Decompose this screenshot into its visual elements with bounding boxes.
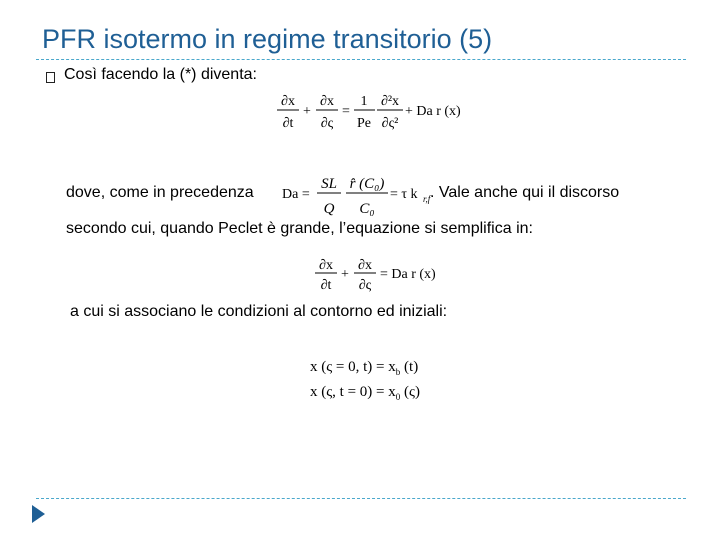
eq1-plus: + — [303, 104, 311, 119]
eq3-frac1-den: ∂t — [320, 278, 332, 293]
eq2-rhs: = τ k — [390, 187, 418, 202]
eq1-equals: = — [342, 104, 350, 119]
eq1-frac1-num: ∂x — [281, 94, 295, 109]
hollow-square-bullet-icon — [46, 72, 55, 83]
eq4-line2-subscript: 0 — [395, 392, 401, 402]
equation-pde-dispersion-svg — [276, 88, 466, 136]
eq1-frac3-num: 1 — [360, 94, 368, 109]
eq4-line1-subscript: b — [395, 367, 401, 377]
eq1-frac2-num: ∂x — [320, 94, 334, 109]
eq3-frac2-den: ∂ς — [358, 278, 372, 293]
eq3-tail: = Da r (x) — [380, 267, 436, 282]
eq4-line1-tail: (t) — [400, 359, 419, 375]
eq4-line2-tail: (ς) — [400, 384, 420, 400]
title-divider — [36, 59, 686, 60]
eq1-frac3-den: Pe — [357, 116, 371, 131]
eq2-frac1-num: SL — [321, 176, 337, 192]
eq1-frac4-num: ∂²x — [380, 94, 400, 109]
text-a-cui: a cui si associano le condizioni al contorno ed iniziali: — [70, 303, 448, 320]
equation-damkohler-svg — [282, 170, 432, 220]
eq3-plus: + — [341, 267, 349, 282]
text-secondo-cui: secondo cui, quando Peclet è grande, l’equazione si semplifica in: — [66, 220, 533, 237]
text-dove-suffix: . Vale anche qui il discorso — [430, 184, 620, 201]
eq2-frac2-num: r̂ (C₀) — [349, 176, 385, 192]
eq2-lhs: Da = — [282, 187, 310, 202]
slide-title: PFR isotermo in regime transitorio (5) — [42, 24, 493, 54]
eq1-frac1-den: ∂t — [282, 116, 294, 131]
footer-divider — [36, 498, 686, 499]
equation-damkohler — [282, 170, 432, 225]
right-triangle-nav-icon[interactable] — [32, 505, 45, 523]
eq1-frac4-den: ∂ς² — [381, 116, 399, 131]
equation-simplified — [314, 254, 444, 299]
equation-simplified-svg — [314, 254, 444, 294]
equation-pde-dispersion — [276, 88, 466, 141]
eq4-line1 — [310, 359, 418, 377]
eq4-line1-main: x (ς = 0, t) = x — [310, 359, 396, 375]
bullet-text: Così facendo la (*) diventa: — [64, 66, 257, 83]
eq3-frac2-num: ∂x — [358, 258, 372, 273]
equation-boundary-conditions — [310, 354, 450, 411]
eq4-line2 — [310, 384, 420, 402]
equation-boundary-conditions-svg — [310, 354, 450, 406]
eq2-rhs-subscript: r,f — [423, 194, 431, 204]
eq2-frac1-den: Q — [323, 201, 335, 217]
eq4-line2-main: x (ς, t = 0) = x — [310, 384, 396, 400]
text-dove-prefix: dove, come in precedenza — [66, 184, 254, 201]
eq1-tail: + Da r (x) — [405, 104, 461, 119]
eq3-frac1-num: ∂x — [319, 258, 333, 273]
eq2-frac2-den: C₀ — [359, 201, 375, 217]
eq1-frac2-den: ∂ς — [320, 116, 334, 131]
